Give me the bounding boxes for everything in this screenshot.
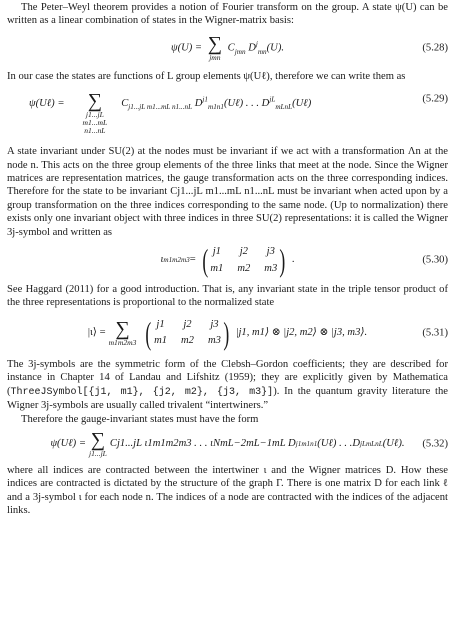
eq528-wigner-d: D	[248, 42, 256, 54]
eq530-equals: =	[189, 254, 196, 266]
eq531-lhs: |ι⟩ =	[87, 327, 106, 339]
equation-5-28-body	[171, 34, 284, 62]
equation-number-5-32: (5.32)	[422, 438, 448, 450]
eq532-arg2: (Uℓ).	[382, 438, 405, 450]
eq531-m2: m2	[181, 335, 194, 347]
eq528-arg: (U).	[266, 42, 284, 54]
eq529-sum-index-j: j1...jL	[85, 109, 104, 119]
equation-number-5-31: (5.31)	[422, 327, 448, 339]
eq529-d2-sub: mLnL	[275, 102, 293, 111]
equation-5-30	[7, 239, 448, 281]
equation-5-29	[7, 85, 448, 141]
eq530-m3: m3	[264, 262, 278, 274]
eq529-arg2: (Uℓ)	[292, 97, 312, 109]
eq528-coeff-sub: jmn	[234, 47, 246, 56]
equation-5-31-body	[87, 314, 368, 351]
eq531-tensor-product: |j1, m1⟩ ⊗ |j2, m2⟩ ⊗ |j3, m3⟩.	[235, 327, 368, 339]
eq529-arg1: (Uℓ) . . .	[224, 97, 262, 109]
eq529-lhs: ψ(Uℓ) =	[29, 97, 65, 109]
eq529-wigner-d2: D	[261, 97, 270, 109]
p5-text-a: The 3j-symbols are the symmetric form of the Clebsh–Gordon coefficients; they are described for instance in Chapter 14 of Landau and Lifshitz (1959); they are explicitly given by Mathematica (	[7, 358, 448, 397]
eq530-j1: j1	[212, 246, 221, 258]
sum-symbol: ∑ jmn	[207, 32, 223, 62]
eq532-d2-sub: mLnL	[365, 439, 383, 448]
eq532-wigner-d2: D	[352, 438, 360, 450]
page	[0, 1, 455, 621]
equation-5-29-body	[29, 91, 311, 136]
equation-number-5-30: (5.30)	[422, 254, 448, 266]
eq532-arg1: (Uℓ) . . .	[317, 438, 353, 450]
p5-text-b: ). In the quantum gravity literature the Wigner 3j-symbols are usually called trivalent “intertwiners.”	[7, 385, 448, 412]
equation-5-32	[7, 426, 448, 462]
eq532-d2-sup: jL	[359, 439, 366, 448]
eq528-coeff: C	[227, 42, 235, 54]
eq529-d1-sub: m1n1	[208, 102, 224, 111]
eq529-wigner-d1: D	[194, 97, 203, 109]
eq530-m2: m2	[237, 262, 251, 274]
eq528-sum-index: jmn	[209, 52, 221, 62]
mathematica-code: ThreeJSymbol[{j1, m1}, {j2, m2}, {j3, m3}]	[10, 386, 274, 398]
paragraph-su2-invariance: A state invariant under SU(2) at the nodes must be invariant if we act with a transformation Λn at the node n. This acts on the three group elements of the three links that meet at the node. Since the Wigner matrices are representation matrices, the gauge transformation acts on the three corresponding indices. Therefore for the state to be invariant Cj1...jL m1...mL n1...nL must be invariant when acted upon by a group transformation on the three indices corresponding to the same node. (Up to normalization) there exists only one invariant object with three indices in three SU(2) representations: it is called the Wigner 3j-symbol and written as	[7, 146, 448, 238]
eq532-lhs: ψ(Uℓ) =	[50, 438, 86, 450]
paragraph-peter-weyl: The Peter–Weyl theorem provides a notion of Fourier transform on the group. A state ψ(U) can be written as a linear combination of states in the Wigner-matrix basis:	[7, 2, 448, 27]
eq532-d1-sub: m1n1	[301, 439, 318, 448]
eq530-j2: j2	[239, 246, 248, 258]
eq529-sum-index-n: n1...nL	[84, 126, 106, 136]
eq531-j1: j1	[156, 318, 165, 330]
sum-symbol: ∑ j1...jL	[88, 428, 107, 458]
eq528-d-sup: j	[255, 39, 258, 48]
eq531-j2: j2	[183, 318, 192, 330]
paragraph-contraction: where all indices are contracted between the intertwiner ι and the Wigner matrices D. How these indices are contracted is dictated by the structure of the graph Γ. There is one matrix D for each link ℓ and a 3j-symbol ι for each node n. The indices of a node are contracted with the indices of the adjacent links.	[7, 464, 448, 517]
eq532-body: Cj1...jL ι1m1m2m3 . . . ιNmL−2mL−1mL D	[109, 438, 296, 450]
eq531-j3: j3	[210, 318, 219, 330]
paragraph-l-group-elements: In our case the states are functions of L group elements ψ(Uℓ), therefore we can write them as	[7, 70, 406, 82]
equation-5-30-body	[160, 242, 295, 279]
eq529-d2-sup: jL	[269, 95, 276, 104]
eq529-sum-index-m: m1...mL	[82, 118, 108, 128]
eq531-m3: m3	[207, 335, 221, 347]
eq529-d1-sup: j1	[202, 95, 209, 104]
equation-5-28	[7, 30, 448, 66]
eq529-sum-indices	[83, 111, 108, 136]
eq530-m1: m1	[210, 262, 224, 274]
equation-number-5-29: (5.29)	[422, 93, 448, 105]
eq531-m1: m1	[154, 335, 168, 347]
eq528-d-sub: mn	[257, 47, 267, 56]
eq531-sum-index: m1m2m3	[108, 337, 137, 347]
eq530-j3: j3	[266, 246, 275, 258]
eq532-sum-index: j1...jL	[88, 448, 107, 458]
paragraph-gauge-invariant: Therefore the gauge-invariant states must have the form	[21, 413, 259, 425]
paragraph-3j-symbols	[7, 358, 448, 413]
eq530-intertwiner: ι	[160, 254, 164, 266]
equation-5-32-body	[50, 430, 404, 458]
equation-number-5-28: (5.28)	[422, 42, 448, 54]
wigner-3j-symbol: ( j1 j2 j3 m1 m2 m3 )	[145, 314, 230, 351]
eq529-coeff-sub: j1...jL m1...mL n1...nL	[128, 102, 193, 111]
equation-5-31	[7, 310, 448, 356]
eq529-coeff: C	[121, 97, 129, 109]
eq528-lhs: ψ(U) =	[171, 42, 203, 54]
paragraph-haggard: See Haggard (2011) for a good introduction. That is, any invariant state in the triple tensor product of the three representations is proportional to the normalized state	[7, 284, 448, 309]
wigner-3j-symbol: ( j1 j2 j3 m1 m2 m3 )	[202, 242, 286, 279]
eq532-d1-sup: j1	[295, 439, 302, 448]
eq530-intertwiner-sup: m1m2m3	[163, 256, 190, 265]
sum-symbol: ∑ m1m2m3	[108, 317, 137, 347]
eq530-tail: .	[291, 254, 295, 266]
sum-symbol: ∑ j1...jL m1...mL n1...nL	[82, 89, 108, 136]
